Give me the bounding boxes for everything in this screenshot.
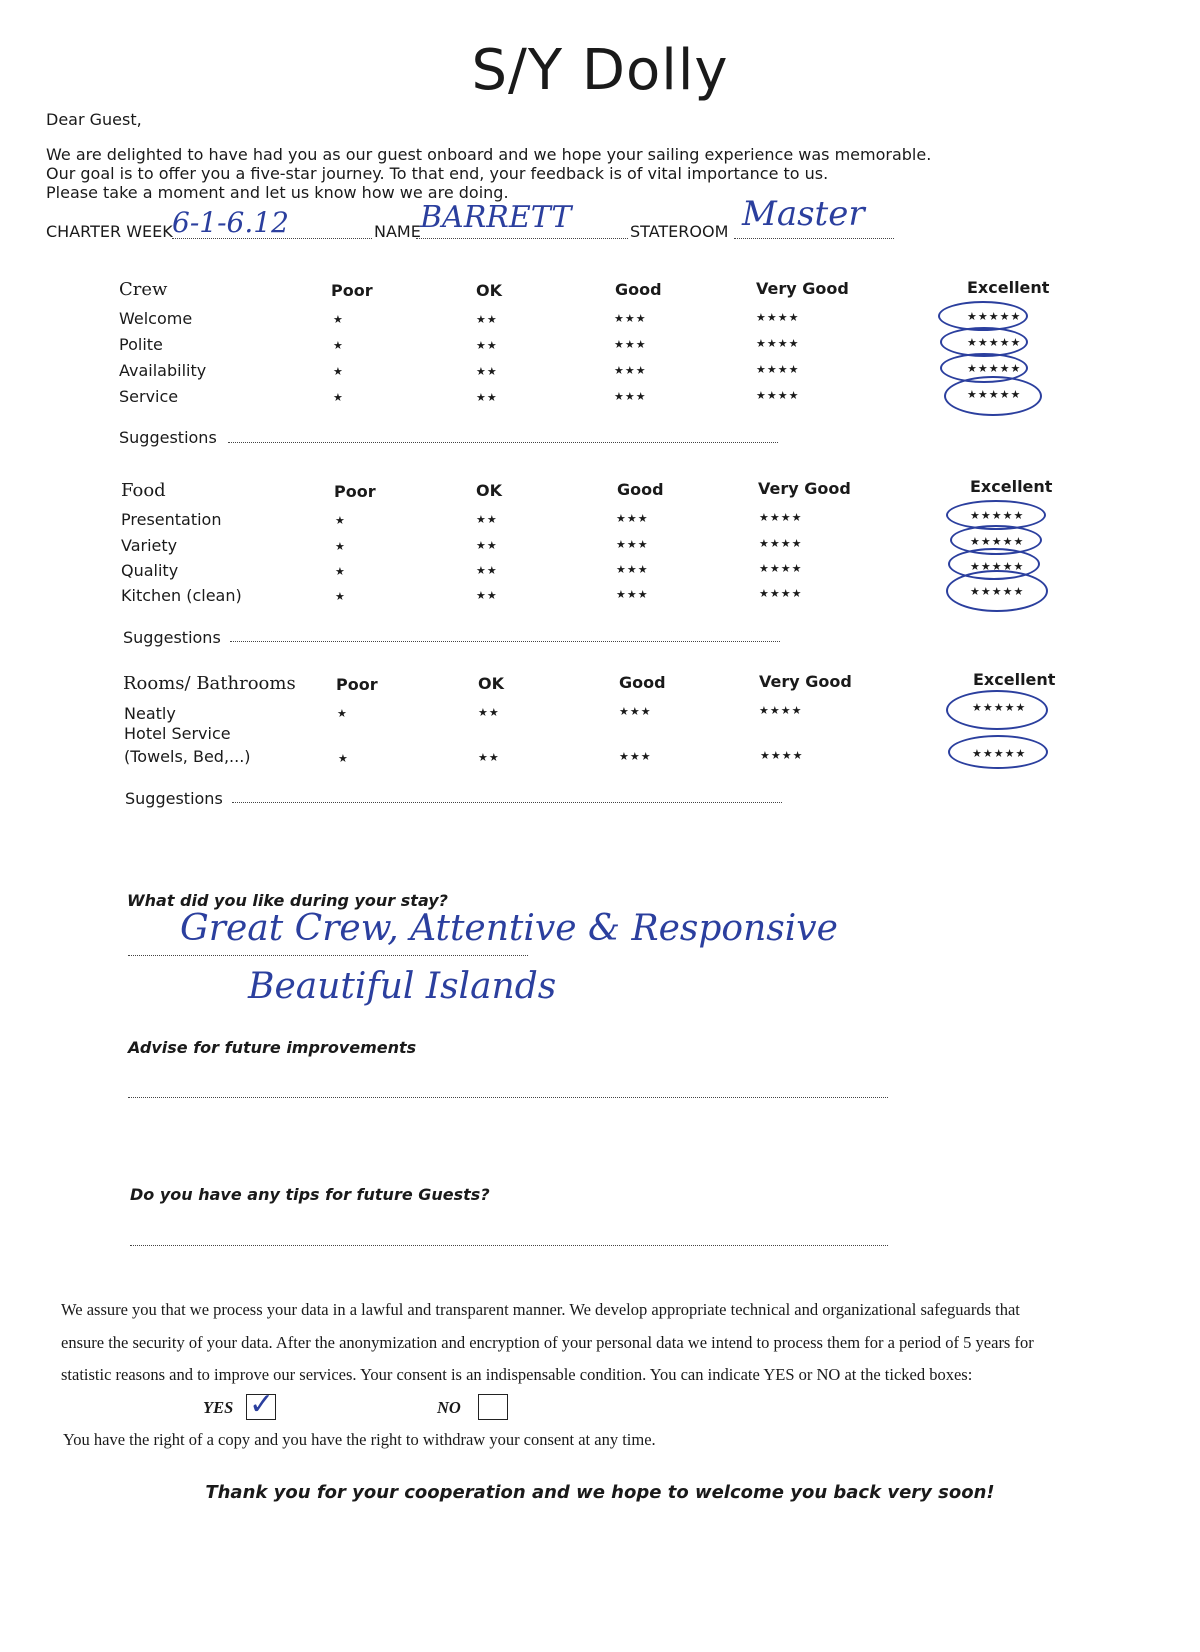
- rating-excellent[interactable]: ★★★★★: [967, 362, 1022, 375]
- section-title-crew: Crew: [119, 279, 168, 300]
- legal-line-3: statistic reasons and to improve our services. Your consent is an indispensable condition. You can indicate YES or NO at the ticked boxes:: [61, 1365, 973, 1384]
- rating-good[interactable]: ★★★: [614, 364, 647, 377]
- rating-very-good[interactable]: ★★★★: [756, 311, 800, 324]
- rating-excellent[interactable]: ★★★★★: [967, 336, 1022, 349]
- rating-excellent[interactable]: ★★★★★: [970, 585, 1025, 598]
- question-liked: What did you like during your stay?: [127, 891, 448, 910]
- suggestions-label: Suggestions: [123, 628, 221, 647]
- page-title: S/Y Dolly: [471, 38, 729, 103]
- rating-poor[interactable]: ★: [335, 590, 346, 603]
- answer-liked-line-1[interactable]: Great Crew, Attentive & Responsive: [180, 908, 838, 949]
- header-excellent: Excellent: [967, 278, 1050, 297]
- row-label: Variety: [121, 536, 178, 555]
- rating-ok[interactable]: ★★: [476, 339, 498, 352]
- suggestions-label: Suggestions: [125, 789, 223, 808]
- tips-answer-line[interactable]: [130, 1245, 888, 1246]
- rating-very-good[interactable]: ★★★★: [759, 704, 803, 717]
- header-poor: Poor: [336, 675, 378, 694]
- rating-good[interactable]: ★★★: [614, 312, 647, 325]
- legal-line-2: ensure the security of your data. After the anonymization and encryption of your personal data we intend to process them for a period of 5 years for: [61, 1333, 1034, 1352]
- rating-excellent[interactable]: ★★★★★: [972, 701, 1027, 714]
- rating-ok[interactable]: ★★: [476, 564, 498, 577]
- charter-week-label: CHARTER WEEK: [46, 222, 173, 241]
- suggestions-line[interactable]: [228, 442, 778, 443]
- rating-excellent[interactable]: ★★★★★: [967, 388, 1022, 401]
- header-good: Good: [615, 280, 662, 299]
- rating-ok[interactable]: ★★: [476, 539, 498, 552]
- stateroom-label: STATEROOM: [630, 222, 729, 241]
- consent-yes-label: YES: [203, 1398, 234, 1417]
- row-label: (Towels, Bed,...): [124, 747, 251, 766]
- rating-poor[interactable]: ★: [337, 707, 348, 720]
- rating-excellent[interactable]: ★★★★★: [970, 560, 1025, 573]
- suggestions-line[interactable]: [230, 641, 780, 642]
- rights-text: You have the right of a copy and you have the right to withdraw your consent at any time.: [63, 1430, 656, 1449]
- selected-circle: [948, 735, 1048, 769]
- consent-yes-checkbox[interactable]: [246, 1387, 276, 1422]
- rating-good[interactable]: ★★★: [616, 512, 649, 525]
- header-very-good: Very Good: [758, 479, 851, 498]
- name-label: NAME: [374, 222, 421, 241]
- rating-very-good[interactable]: ★★★★: [759, 587, 803, 600]
- rating-good[interactable]: ★★★: [614, 338, 647, 351]
- rating-ok[interactable]: ★★: [478, 751, 500, 764]
- intro-line-2: Our goal is to offer you a five-star journey. To that end, your feedback is of vital importance to us.: [46, 164, 829, 183]
- question-advise: Advise for future improvements: [128, 1038, 417, 1057]
- rating-excellent[interactable]: ★★★★★: [970, 535, 1025, 548]
- intro-line-1: We are delighted to have had you as our guest onboard and we hope your sailing experience was memorable.: [46, 145, 932, 164]
- greeting: Dear Guest,: [46, 110, 142, 129]
- name-field[interactable]: BARRETT: [420, 200, 572, 235]
- rating-very-good[interactable]: ★★★★: [756, 337, 800, 350]
- section-title-rooms: Rooms/ Bathrooms: [123, 673, 296, 694]
- row-label: Quality: [121, 561, 179, 580]
- rating-poor[interactable]: ★: [333, 339, 344, 352]
- rating-ok[interactable]: ★★: [478, 706, 500, 719]
- suggestions-line[interactable]: [232, 802, 782, 803]
- header-poor: Poor: [334, 482, 376, 501]
- rating-poor[interactable]: ★: [338, 752, 349, 765]
- intro-line-3: Please take a moment and let us know how we are doing.: [46, 183, 509, 202]
- row-label: Hotel Service: [124, 724, 231, 743]
- row-label: Kitchen (clean): [121, 586, 242, 605]
- row-label: Welcome: [119, 309, 193, 328]
- suggestions-label: Suggestions: [119, 428, 217, 447]
- header-ok: OK: [476, 481, 502, 500]
- rating-poor[interactable]: ★: [335, 565, 346, 578]
- answer-liked-line-2[interactable]: Beautiful Islands: [248, 966, 557, 1007]
- charter-week-field[interactable]: 6-1-6.12: [172, 206, 289, 239]
- question-tips: Do you have any tips for future Guests?: [130, 1185, 490, 1204]
- rating-very-good[interactable]: ★★★★: [759, 511, 803, 524]
- header-good: Good: [617, 480, 664, 499]
- thanks-text: Thank you for your cooperation and we hope to welcome you back very soon!: [205, 1482, 995, 1503]
- rating-ok[interactable]: ★★: [476, 513, 498, 526]
- rating-good[interactable]: ★★★: [616, 588, 649, 601]
- header-good: Good: [619, 673, 666, 692]
- rating-poor[interactable]: ★: [333, 391, 344, 404]
- header-excellent: Excellent: [973, 670, 1056, 689]
- rating-ok[interactable]: ★★: [476, 365, 498, 378]
- header-ok: OK: [478, 674, 504, 693]
- selected-circle: [946, 690, 1048, 730]
- rating-good[interactable]: ★★★: [619, 705, 652, 718]
- rating-very-good[interactable]: ★★★★: [760, 749, 804, 762]
- rating-good[interactable]: ★★★: [614, 390, 647, 403]
- consent-no-label: NO: [437, 1398, 461, 1417]
- rating-excellent[interactable]: ★★★★★: [972, 747, 1027, 760]
- header-excellent: Excellent: [970, 477, 1053, 496]
- check-icon: ✓: [249, 1387, 275, 1422]
- rating-very-good[interactable]: ★★★★: [759, 537, 803, 550]
- rating-good[interactable]: ★★★: [619, 750, 652, 763]
- selected-circle: [944, 376, 1042, 416]
- row-label: Service: [119, 387, 179, 406]
- row-label: Polite: [119, 335, 163, 354]
- rating-poor[interactable]: ★: [335, 540, 346, 553]
- header-very-good: Very Good: [756, 279, 849, 298]
- rating-poor[interactable]: ★: [333, 313, 344, 326]
- rating-ok[interactable]: ★★: [476, 589, 498, 602]
- header-very-good: Very Good: [759, 672, 852, 691]
- header-poor: Poor: [331, 281, 373, 300]
- row-label: Availability: [119, 361, 207, 380]
- rating-excellent[interactable]: ★★★★★: [970, 509, 1025, 522]
- rating-good[interactable]: ★★★: [616, 538, 649, 551]
- legal-line-1: We assure you that we process your data in a lawful and transparent manner. We develop appropriate technical and organizational safeguards that: [61, 1300, 1020, 1319]
- rating-very-good[interactable]: ★★★★: [756, 389, 800, 402]
- section-title-food: Food: [121, 480, 166, 501]
- row-label: Neatly: [124, 704, 176, 723]
- row-label: Presentation: [121, 510, 222, 529]
- rating-very-good[interactable]: ★★★★: [756, 363, 800, 376]
- rating-ok[interactable]: ★★: [476, 391, 498, 404]
- rating-poor[interactable]: ★: [333, 365, 344, 378]
- rating-poor[interactable]: ★: [335, 514, 346, 527]
- advise-answer-line[interactable]: [128, 1097, 888, 1098]
- rating-very-good[interactable]: ★★★★: [759, 562, 803, 575]
- header-ok: OK: [476, 281, 502, 300]
- rating-ok[interactable]: ★★: [476, 313, 498, 326]
- selected-circle: [946, 570, 1048, 612]
- stateroom-field[interactable]: Master: [742, 194, 865, 234]
- rating-excellent[interactable]: ★★★★★: [967, 310, 1022, 323]
- consent-no-checkbox[interactable]: [478, 1394, 508, 1420]
- rating-good[interactable]: ★★★: [616, 563, 649, 576]
